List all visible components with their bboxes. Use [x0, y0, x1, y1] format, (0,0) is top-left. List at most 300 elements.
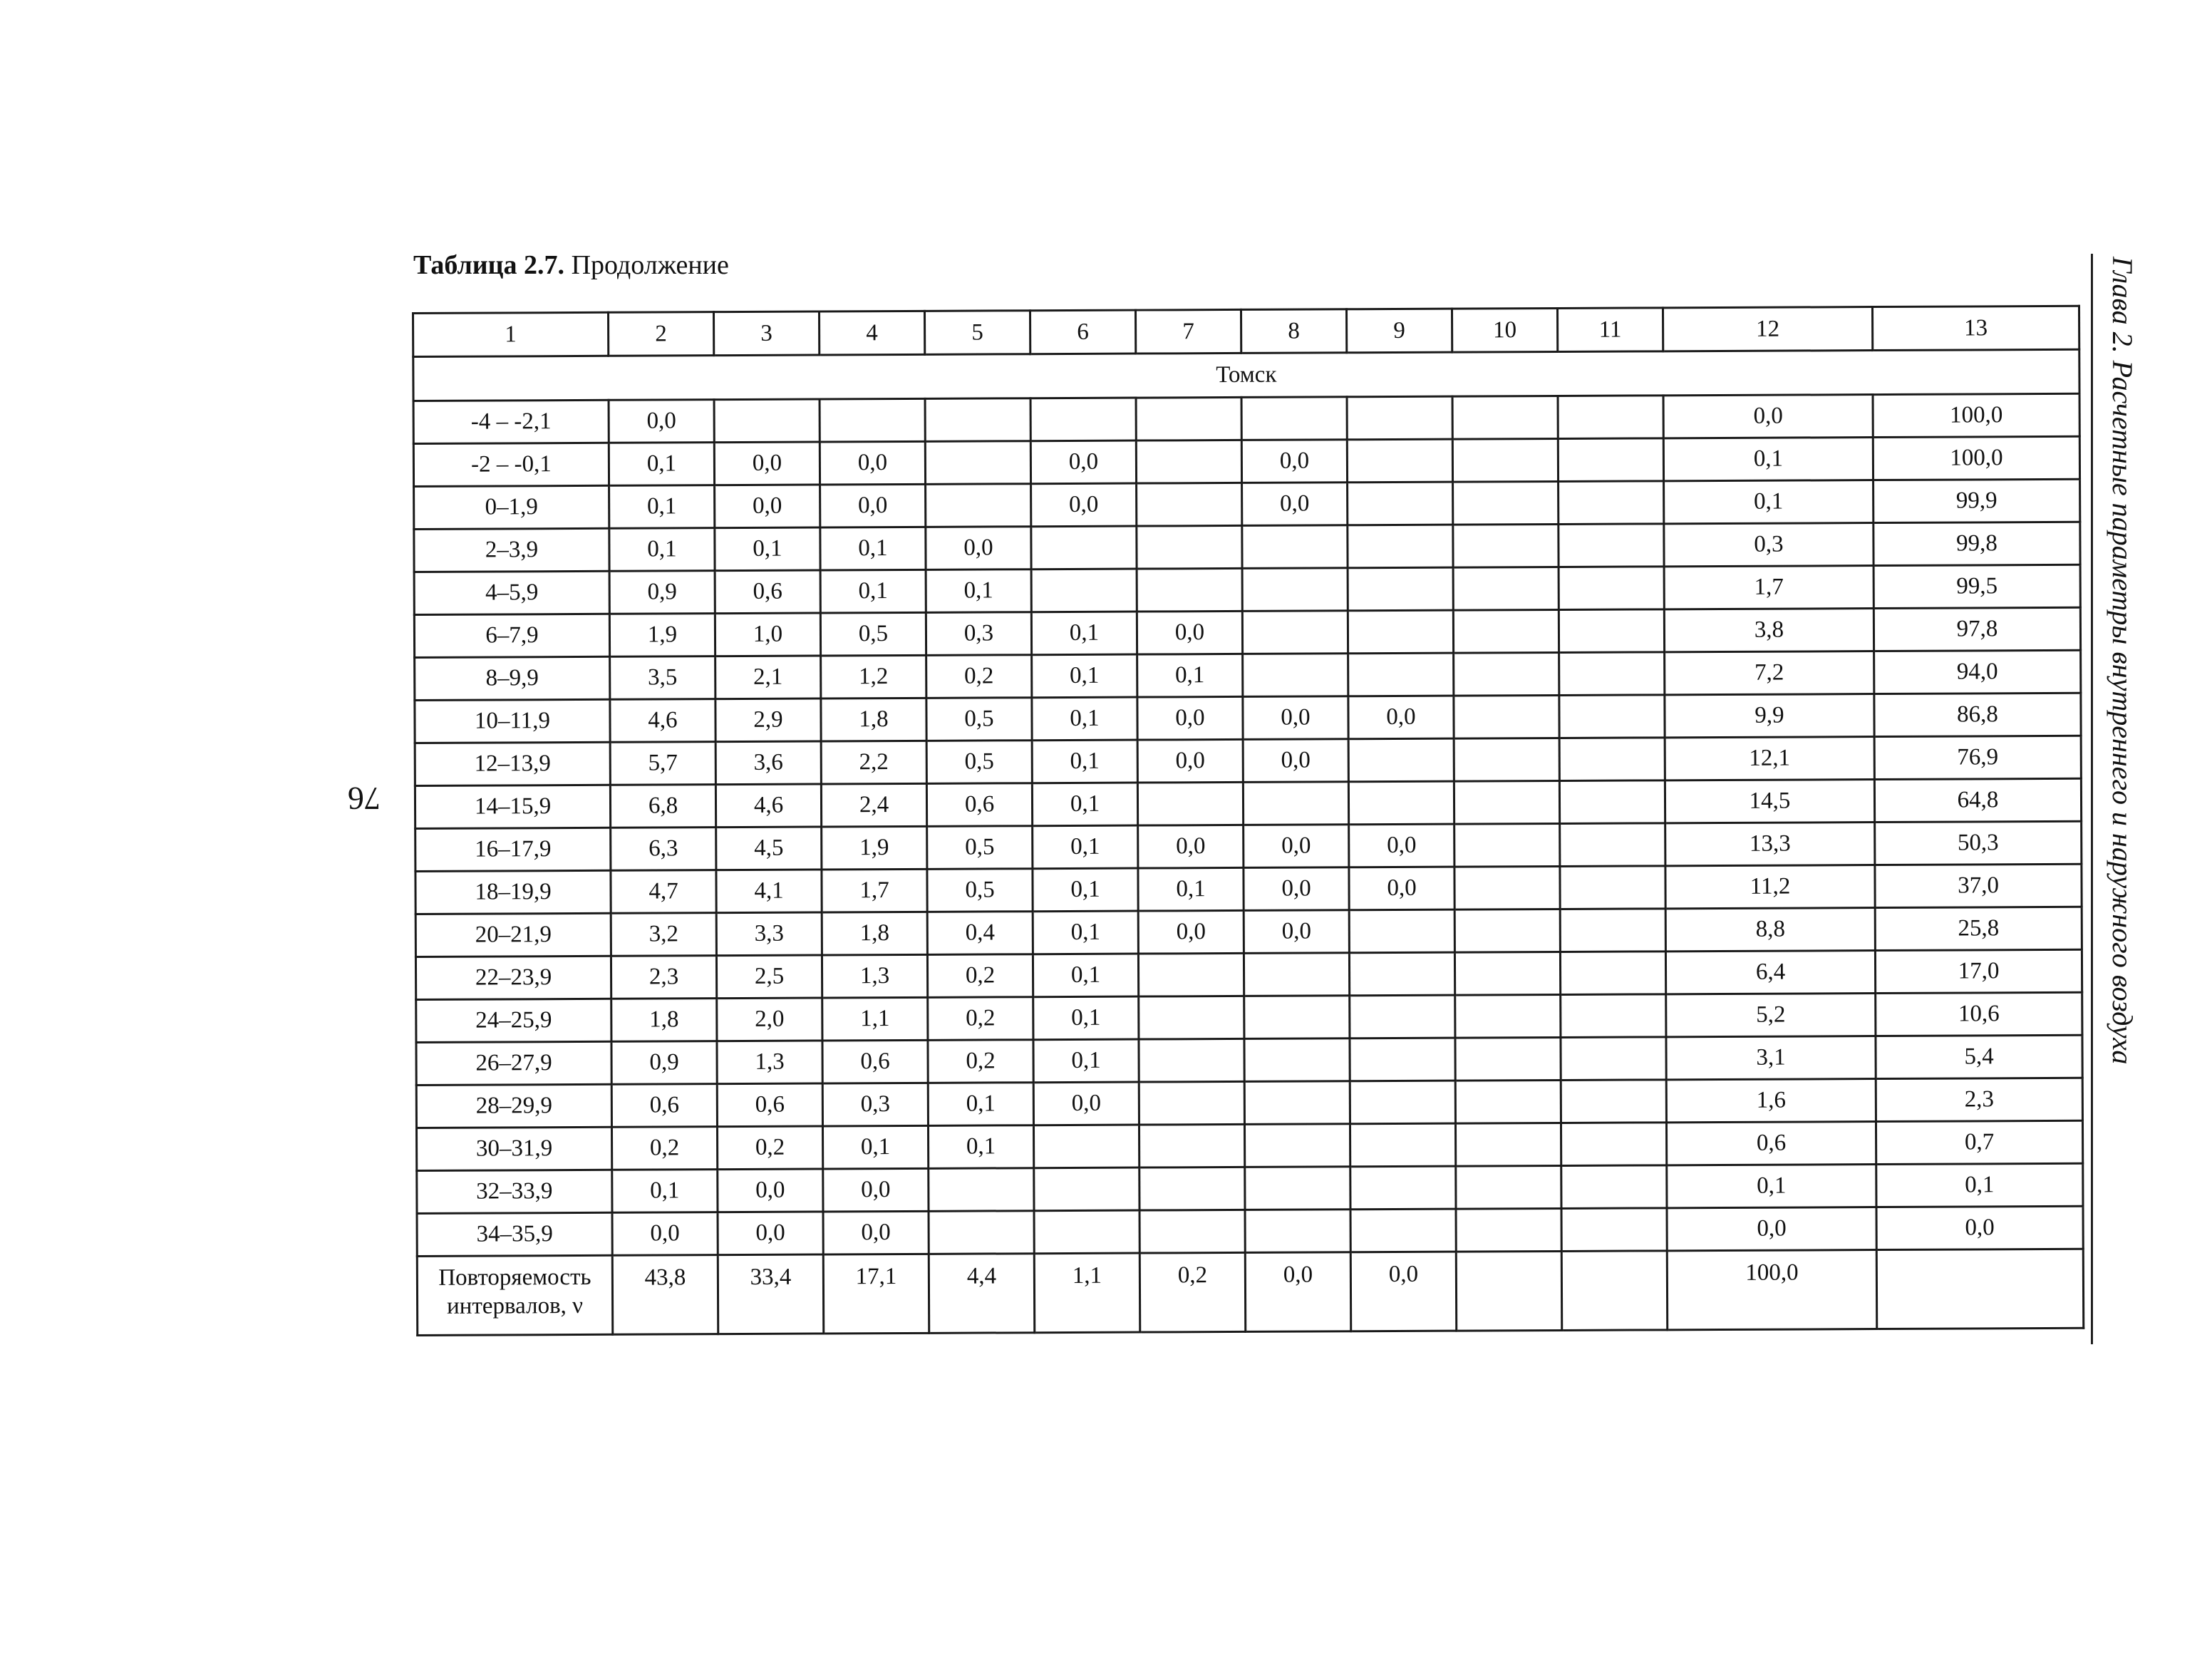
table-cell [929, 1168, 1034, 1212]
table-cell: 50,3 [1875, 821, 2082, 865]
table-cell [1137, 483, 1242, 526]
table-cell: 1,9 [609, 614, 715, 657]
table-cell: 0,5 [927, 869, 1033, 912]
table-row [417, 1206, 2083, 1256]
table-cell [1453, 524, 1559, 567]
table-cell [1559, 695, 1665, 738]
column-header: 13 [1872, 306, 2079, 350]
table-cell: 0,0 [718, 1169, 823, 1212]
table-row [416, 1120, 2082, 1170]
table-cell: 25,8 [1875, 907, 2082, 950]
table-cell: 1,8 [821, 698, 926, 741]
table-cell [1456, 1208, 1561, 1252]
table-cell: 0,9 [611, 1041, 717, 1085]
table-cell: 7,2 [1665, 651, 1874, 695]
table-cell [1242, 525, 1348, 569]
table-cell: 1,8 [611, 999, 717, 1042]
table-cell [1350, 1209, 1456, 1252]
table-cell [1348, 738, 1454, 782]
table-cell: 0,0 [609, 400, 714, 443]
table-cell: 0,1 [1663, 438, 1873, 481]
city-row [413, 349, 2079, 401]
table-cell: 37,0 [1875, 864, 2082, 907]
interval-label: 16–17,9 [415, 828, 611, 871]
interval-label: 28–29,9 [416, 1084, 611, 1128]
table-cell [1453, 567, 1559, 610]
table-cell: 2,3 [1876, 1078, 2082, 1121]
table-row [415, 821, 2082, 871]
table-cell [1559, 780, 1665, 824]
table-cell: 100,0 [1873, 393, 2079, 437]
table-cell: 97,8 [1874, 607, 2080, 651]
table-cell: 0,1 [1876, 1163, 2083, 1207]
table-cell [1452, 438, 1558, 482]
total-cell [1876, 1249, 2083, 1329]
table-cell [1244, 1124, 1350, 1167]
column-header: 12 [1663, 307, 1872, 351]
table-cell: 6,3 [611, 828, 716, 871]
running-head-rule [2091, 254, 2093, 1344]
table-cell: 4,1 [716, 870, 822, 913]
table-cell [1560, 952, 1665, 995]
table-cell: 0,1 [822, 1125, 928, 1169]
table-cell [925, 441, 1030, 485]
table-row [415, 778, 2081, 828]
table-cell [1561, 1208, 1667, 1252]
table-cell: 0,1 [1031, 612, 1137, 655]
table-cell [1560, 823, 1665, 867]
table-cell: 99,9 [1874, 479, 2080, 522]
table-cell: 5,4 [1876, 1035, 2082, 1078]
table-cell: 0,0 [1667, 1207, 1876, 1251]
table-cell: 9,9 [1665, 694, 1874, 738]
table-cell: 0,5 [927, 826, 1033, 870]
total-cell: 4,4 [929, 1254, 1034, 1334]
table-cell [929, 1211, 1034, 1254]
interval-label: 10–11,9 [415, 699, 610, 743]
table-cell: 4,6 [715, 784, 821, 828]
table-cell: 0,6 [611, 1084, 717, 1128]
table-cell [1454, 652, 1559, 696]
column-header: 6 [1030, 310, 1135, 354]
table-cell [1136, 397, 1241, 440]
table-cell: 0,0 [1244, 825, 1349, 868]
column-header: 5 [924, 311, 1030, 355]
table-cell: 0,6 [715, 570, 820, 614]
table-cell: 3,2 [611, 913, 716, 957]
table-cell: 0,0 [1349, 867, 1454, 910]
table-cell: 99,8 [1874, 522, 2080, 565]
table-cell: 10,6 [1876, 992, 2082, 1036]
total-cell: 17,1 [823, 1254, 929, 1334]
table-cell: 0,5 [820, 612, 926, 656]
table-cell: 0,1 [1033, 868, 1138, 912]
table-cell: 0,1 [820, 569, 926, 613]
table-cell: 0,0 [1243, 696, 1348, 740]
table-cell [1350, 1166, 1456, 1210]
table-cell: 0,0 [1031, 483, 1137, 527]
table-cell [1454, 909, 1560, 952]
table-cell [1244, 1038, 1350, 1082]
table-cell: 0,7 [1876, 1120, 2082, 1164]
table-row [415, 949, 2082, 999]
table-cell [1561, 994, 1666, 1038]
total-cell: 1,1 [1034, 1253, 1139, 1333]
table-cell: 0,2 [717, 1126, 822, 1170]
table-cell: 0,2 [926, 655, 1032, 699]
interval-label: 20–21,9 [415, 913, 611, 957]
table-caption [413, 249, 729, 281]
table-cell [1350, 1081, 1455, 1124]
table-cell: 0,1 [1033, 954, 1138, 997]
table-cell: 4,5 [716, 827, 822, 870]
table-cell [1559, 567, 1664, 610]
table-cell [1558, 396, 1663, 439]
caption-label: Таблица 2.7. [413, 250, 565, 280]
interval-label: -2 – -0,1 [413, 443, 609, 486]
table-cell: 0,0 [820, 441, 925, 485]
table-cell: 0,0 [714, 442, 820, 485]
table-cell [1559, 481, 1664, 525]
table-cell: 0,1 [609, 443, 714, 486]
table-cell [1242, 568, 1348, 612]
column-header: 1 [413, 312, 609, 356]
table-cell [714, 399, 820, 443]
table-cell [1559, 524, 1664, 567]
table-row [413, 393, 2079, 443]
table-cell: 0,1 [1033, 996, 1139, 1040]
total-cell: 33,4 [718, 1254, 823, 1334]
table-cell [1034, 1167, 1139, 1211]
table-cell [1137, 568, 1242, 612]
table-cell: 0,1 [1033, 825, 1138, 869]
table-cell: 2,3 [611, 956, 716, 999]
data-table [412, 305, 2084, 1336]
table-cell [1243, 654, 1348, 697]
table-cell: 0,0 [1137, 611, 1242, 654]
table-cell: 0,0 [1138, 825, 1244, 868]
table-cell: 1,0 [715, 613, 820, 656]
table-cell [1348, 610, 1453, 654]
table-row [415, 693, 2081, 743]
table-cell: 0,0 [1244, 867, 1349, 911]
table-cell: 1,2 [821, 655, 926, 699]
total-cell [1561, 1251, 1667, 1331]
table-cell: 13,3 [1665, 823, 1875, 866]
table-cell: 0,0 [612, 1212, 718, 1256]
table-cell: 0,1 [1664, 480, 1874, 524]
table-cell: 86,8 [1874, 693, 2081, 736]
table-row [414, 479, 2080, 529]
table-cell: 1,3 [717, 1041, 822, 1084]
table-cell: 0,5 [926, 698, 1032, 741]
table-cell: 5,2 [1666, 994, 1876, 1037]
running-head: Глава 2. Расчетные параметры внутреннего и наружного воздуха [2107, 257, 2139, 1065]
table-cell: 0,6 [1666, 1122, 1876, 1165]
table-cell: 1,7 [1664, 566, 1874, 609]
table-cell [1244, 953, 1349, 996]
table-row [416, 1035, 2082, 1085]
interval-label: 30–31,9 [416, 1127, 611, 1170]
table-cell: 0,0 [1663, 395, 1873, 438]
table-cell [1245, 1167, 1350, 1210]
table-row [417, 1163, 2083, 1213]
table-cell [1347, 396, 1452, 440]
table-cell: 0,1 [1032, 740, 1137, 783]
table-cell: 6,4 [1665, 951, 1875, 994]
table-row [414, 522, 2080, 572]
column-header: 9 [1346, 309, 1452, 353]
table-cell [925, 398, 1030, 442]
table-cell [1561, 1037, 1666, 1081]
total-label [417, 1255, 612, 1335]
table-cell [1559, 738, 1665, 781]
total-cell [1456, 1251, 1561, 1331]
table-cell [1454, 695, 1559, 738]
table-cell [1452, 396, 1558, 439]
table-cell: 0,0 [1137, 696, 1243, 740]
interval-label: 12–13,9 [415, 742, 610, 785]
table-cell [1245, 1210, 1350, 1253]
table-cell: 0,1 [928, 1125, 1033, 1169]
table-cell: 0,2 [928, 997, 1033, 1041]
table-cell [1348, 482, 1453, 525]
table-cell [1454, 738, 1559, 781]
total-row [417, 1249, 2083, 1335]
table-cell [1560, 909, 1665, 952]
table-cell: 0,2 [611, 1127, 717, 1170]
table-cell: 14,5 [1665, 780, 1874, 823]
interval-label: 32–33,9 [417, 1170, 612, 1213]
table-cell: 11,2 [1665, 865, 1875, 909]
table-cell: 2,0 [717, 998, 822, 1041]
table-cell: 0,9 [609, 571, 715, 614]
table-cell: 0,4 [927, 912, 1033, 955]
table-cell [1348, 653, 1454, 696]
table-cell: 0,0 [820, 484, 926, 527]
table-row [414, 607, 2080, 657]
column-header: 8 [1241, 309, 1346, 354]
table-cell: 0,5 [926, 741, 1032, 784]
table-cell: 0,0 [926, 527, 1031, 570]
table-cell: 2,1 [715, 656, 821, 699]
table-cell: 0,1 [1033, 911, 1138, 954]
table-cell [1348, 781, 1454, 825]
interval-label: 2–3,9 [414, 528, 609, 572]
table-cell: 0,2 [928, 1040, 1033, 1083]
interval-label: 6–7,9 [414, 614, 609, 657]
table-cell [1561, 1165, 1667, 1209]
table-cell [1139, 996, 1244, 1039]
table-cell: 2,4 [821, 783, 926, 827]
table-cell [1034, 1210, 1139, 1254]
table-cell: 0,0 [1241, 440, 1347, 483]
table-body [413, 306, 2084, 1335]
table-cell [1244, 1081, 1350, 1125]
table-row [415, 736, 2081, 785]
table-cell: 94,0 [1874, 650, 2081, 694]
interval-label: 14–15,9 [415, 785, 610, 828]
table-cell: 0,1 [928, 1083, 1033, 1126]
total-cell: 0,0 [1245, 1252, 1350, 1332]
table-cell: 0,0 [823, 1168, 929, 1212]
header-row [413, 306, 2079, 356]
total-cell: 43,8 [612, 1255, 718, 1335]
table-cell [1033, 1125, 1139, 1168]
total-cell: 0,0 [1350, 1252, 1456, 1331]
table-cell: 12,1 [1665, 737, 1874, 780]
table-cell: 0,0 [1876, 1206, 2083, 1249]
table-cell [1347, 439, 1452, 483]
column-header: 11 [1557, 308, 1663, 352]
table-cell: 0,0 [823, 1211, 929, 1254]
table-row [415, 864, 2082, 914]
table-cell [1454, 952, 1560, 995]
table-cell [1349, 952, 1454, 996]
table-cell [1456, 1165, 1561, 1209]
table-cell [1139, 1124, 1244, 1167]
table-cell [1558, 438, 1663, 482]
table-cell: 99,5 [1874, 565, 2080, 608]
table-cell [1139, 1081, 1244, 1125]
table-cell: 0,3 [822, 1083, 928, 1126]
column-header: 7 [1135, 309, 1241, 354]
table-cell: 0,6 [717, 1083, 822, 1127]
table-cell: 17,0 [1875, 949, 2082, 993]
table-row [415, 907, 2082, 957]
table-cell: 0,0 [1243, 739, 1348, 783]
table-cell: 4,7 [611, 870, 716, 914]
table-cell: 0,1 [1032, 654, 1137, 698]
table-cell [1138, 953, 1244, 996]
table-cell [1454, 780, 1559, 824]
table-cell: 1,6 [1666, 1079, 1876, 1123]
table-row [414, 565, 2080, 614]
table-cell: 0,1 [1667, 1165, 1876, 1208]
table-cell [1559, 652, 1665, 696]
table-cell: 0,0 [1348, 696, 1454, 739]
table-cell: 0,1 [926, 569, 1031, 613]
table-cell [1453, 609, 1559, 653]
interval-label: 34–35,9 [417, 1212, 612, 1256]
interval-label: 22–23,9 [415, 956, 611, 999]
table-cell: 0,0 [1030, 440, 1136, 484]
table-cell [1242, 611, 1348, 654]
table-cell: 0,3 [926, 612, 1031, 656]
table-cell: 0,1 [612, 1170, 718, 1213]
city-name: Томск [413, 349, 2079, 401]
table-cell: 76,9 [1874, 736, 2081, 779]
table-cell [1241, 397, 1347, 440]
table-cell: 0,3 [1664, 523, 1874, 567]
table-cell [1350, 995, 1455, 1038]
table-cell: 2,9 [715, 699, 821, 742]
table-cell [1349, 909, 1454, 953]
table-cell: 0,1 [1032, 783, 1137, 826]
table-cell [1559, 609, 1664, 653]
table-cell [1031, 569, 1137, 612]
table-cell [1139, 1038, 1244, 1082]
table-cell [1455, 1080, 1561, 1123]
table-cell: 3,5 [610, 656, 715, 700]
table-cell: 5,7 [610, 742, 715, 785]
page-number: 76 [348, 780, 381, 817]
table-cell: 0,0 [715, 485, 820, 528]
interval-label: 4–5,9 [414, 571, 609, 614]
table-cell [1455, 994, 1561, 1038]
interval-label: 8–9,9 [415, 656, 610, 700]
table-cell: 100,0 [1873, 436, 2079, 480]
table-cell: 0,0 [718, 1212, 823, 1255]
table-cell: 8,8 [1665, 908, 1875, 952]
table-cell [820, 398, 925, 442]
table-cell [1137, 782, 1243, 825]
table-cell [1348, 567, 1453, 611]
table-cell [1561, 1123, 1666, 1166]
table-cell [1350, 1038, 1455, 1081]
table-cell: 0,0 [1033, 1082, 1139, 1125]
table-cell [1560, 866, 1665, 909]
table-cell: 3,8 [1664, 609, 1874, 652]
table-cell [1030, 398, 1136, 441]
column-header: 2 [609, 312, 714, 356]
column-header: 3 [714, 311, 820, 356]
table-cell: 0,1 [820, 527, 926, 570]
table-cell: 0,6 [926, 783, 1032, 827]
caption-text: Продолжение [571, 250, 729, 280]
table-cell [1455, 1037, 1561, 1081]
table-cell: 3,3 [716, 912, 822, 956]
table-cell [1244, 996, 1350, 1039]
table-cell: 1,9 [822, 826, 927, 870]
table-row [416, 1078, 2082, 1128]
table-cell: 0,2 [927, 954, 1033, 998]
total-cell: 100,0 [1667, 1250, 1876, 1330]
table-cell: 3,1 [1666, 1036, 1876, 1080]
table-cell: 0,1 [715, 527, 820, 571]
interval-label: 0–1,9 [414, 485, 609, 529]
table-row [416, 992, 2082, 1042]
table-cell [1454, 823, 1560, 867]
table-cell [1561, 1080, 1666, 1123]
table-cell: 0,0 [1242, 483, 1348, 526]
total-cell: 0,2 [1139, 1252, 1245, 1332]
total-label-line2: интервалов, ν [447, 1292, 584, 1319]
table-cell: 1,7 [822, 869, 927, 912]
table-cell: 2,5 [716, 955, 822, 999]
column-header: 4 [820, 311, 925, 355]
table-cell [1139, 1167, 1245, 1210]
table-row [413, 436, 2079, 486]
table-cell [1348, 525, 1453, 568]
table-cell: 4,6 [610, 699, 715, 743]
table-cell: 1,1 [822, 997, 928, 1041]
table-cell [1350, 1123, 1455, 1167]
table-cell [1137, 525, 1242, 569]
table-cell: 0,1 [609, 485, 715, 529]
interval-label: 18–19,9 [415, 870, 611, 914]
table-cell [1031, 526, 1137, 569]
table-cell [1136, 440, 1241, 483]
table-row [415, 650, 2081, 700]
table-cell: 0,1 [609, 528, 715, 572]
table-cell: 1,3 [822, 954, 927, 998]
table-cell: 0,0 [1244, 910, 1349, 954]
table-cell: 0,6 [822, 1040, 928, 1083]
table-cell: 0,1 [1137, 654, 1243, 697]
total-label-line1: Повторяемость [438, 1264, 591, 1291]
interval-label: 26–27,9 [416, 1041, 611, 1085]
